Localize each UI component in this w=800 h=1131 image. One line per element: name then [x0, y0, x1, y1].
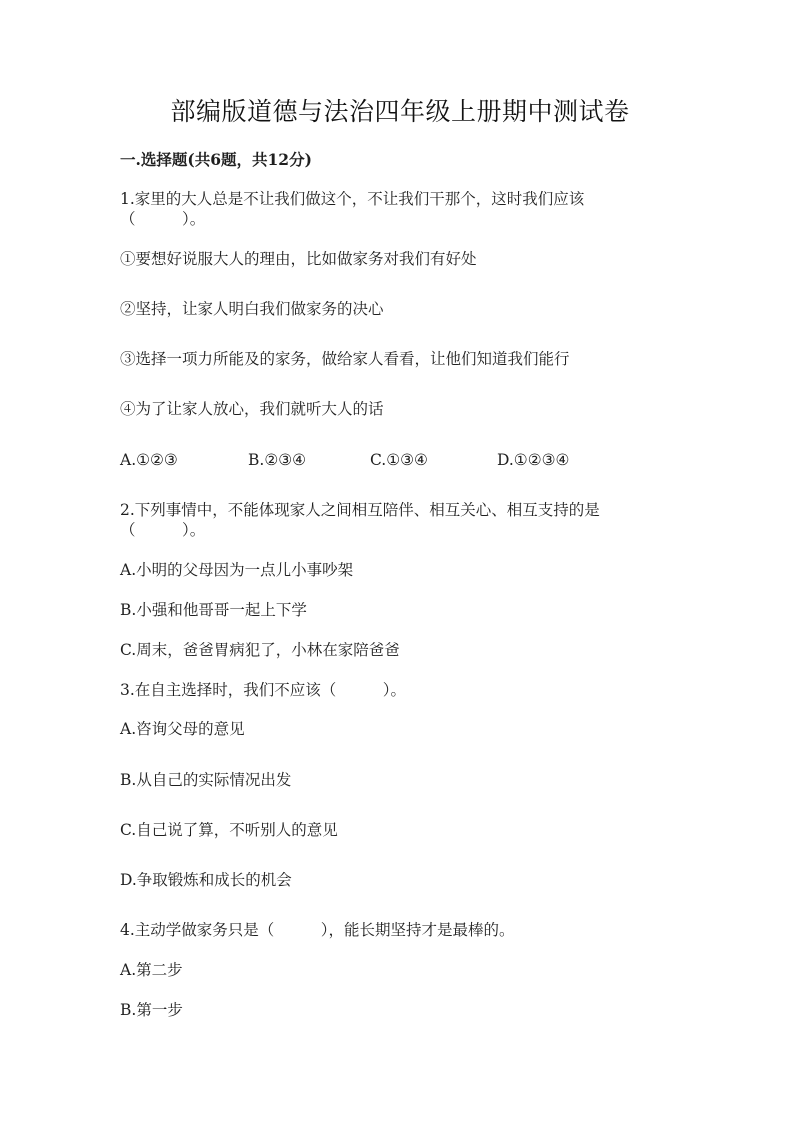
q3-option-c[interactable]: C.自己说了算，不听别人的意见 [120, 821, 338, 839]
q3-option-d[interactable]: D.争取锻炼和成长的机会 [120, 871, 292, 889]
q4-stem: 4.主动学做家务只是（ ），能长期坚持才是最棒的。 [120, 921, 515, 939]
q1-option-d[interactable]: D.①②③④ [497, 451, 570, 469]
q1-statement-4: ④为了让家人放心，我们就听大人的话 [120, 400, 384, 418]
q2-stem-line2: （ ）。 [120, 521, 206, 539]
q1-stem-line1: 1.家里的大人总是不让我们做这个，不让我们干那个，这时我们应该 [120, 190, 585, 208]
q3-stem: 3.在自主选择时，我们不应该（ ）。 [120, 681, 407, 699]
section-heading: 一.选择题(共6题，共12分) [120, 150, 312, 169]
q2-stem-line1: 2.下列事情中，不能体现家人之间相互陪伴、相互关心、相互支持的是 [120, 501, 600, 519]
q2-option-c[interactable]: C.周末，爸爸胃病犯了，小林在家陪爸爸 [120, 641, 400, 659]
page-title: 部编版道德与法治四年级上册期中测试卷 [170, 97, 630, 126]
q1-statement-1: ①要想好说服大人的理由，比如做家务对我们有好处 [120, 250, 477, 268]
q2-option-b[interactable]: B.小强和他哥哥一起上下学 [120, 601, 307, 619]
q1-option-b[interactable]: B.②③④ [248, 451, 307, 469]
q2-option-a[interactable]: A.小明的父母因为一点儿小事吵架 [120, 561, 354, 579]
q1-statement-2: ②坚持，让家人明白我们做家务的决心 [120, 300, 384, 318]
q3-option-a[interactable]: A.咨询父母的意见 [120, 720, 245, 738]
q1-option-a[interactable]: A.①②③ [120, 451, 178, 469]
q1-stem-line2: （ ）。 [120, 210, 206, 228]
q1-option-c[interactable]: C.①③④ [370, 451, 428, 469]
q1-statement-3: ③选择一项力所能及的家务，做给家人看看，让他们知道我们能行 [120, 350, 570, 368]
q3-option-b[interactable]: B.从自己的实际情况出发 [120, 771, 292, 789]
q4-option-a[interactable]: A.第二步 [120, 961, 183, 979]
q4-option-b[interactable]: B.第一步 [120, 1001, 183, 1019]
